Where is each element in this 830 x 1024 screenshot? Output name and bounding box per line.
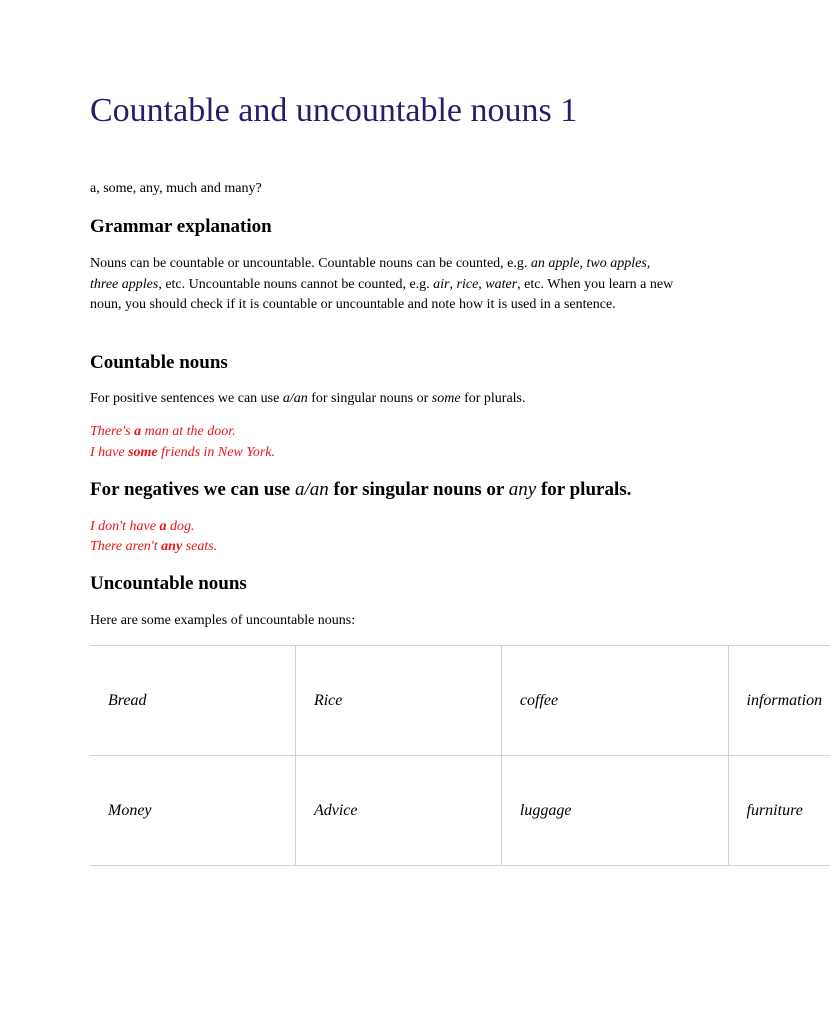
- table-cell: Advice: [295, 756, 501, 866]
- countable-heading: Countable nouns: [90, 352, 228, 373]
- table-cell: Money: [90, 756, 295, 866]
- table-cell: Rice: [295, 646, 501, 756]
- page-title: Countable and uncountable nouns 1: [90, 92, 578, 129]
- table-cell: coffee: [501, 646, 728, 756]
- countable-example-2: I have some friends in New York.: [90, 445, 275, 460]
- countable-intro: For positive sentences we can use a/an for singular nouns or some for plurals.: [90, 391, 526, 406]
- page-subtitle: a, some, any, much and many?: [90, 181, 262, 196]
- table-cell: furniture: [728, 756, 830, 866]
- uncountable-intro: Here are some examples of uncountable nouns:: [90, 613, 356, 628]
- negatives-example-2: There aren't any seats.: [90, 539, 218, 554]
- grammar-heading: Grammar explanation: [90, 216, 272, 237]
- uncountable-heading: Uncountable nouns: [90, 573, 247, 594]
- negatives-example-1: I don't have a dog.: [90, 519, 195, 534]
- uncountable-nouns-table: [90, 645, 830, 866]
- negatives-heading: For negatives we can use a/an for singular nouns or any for plurals.: [90, 479, 632, 500]
- table-row: [90, 756, 830, 866]
- table-row: [90, 646, 830, 756]
- table-cell: Bread: [90, 646, 295, 756]
- countable-example-1: There's a man at the door.: [90, 424, 236, 439]
- table-cell: information: [728, 646, 830, 756]
- table-cell: luggage: [501, 756, 728, 866]
- grammar-paragraph: Nouns can be countable or uncountable. Countable nouns can be counted, e.g. an apple, two apples, three apples, etc. Uncountable nouns cannot be counted, e.g. air, rice, water, etc. When you learn a new noun, you should check if it is countable or uncountable and note how it is used in a sentence.: [90, 256, 674, 312]
